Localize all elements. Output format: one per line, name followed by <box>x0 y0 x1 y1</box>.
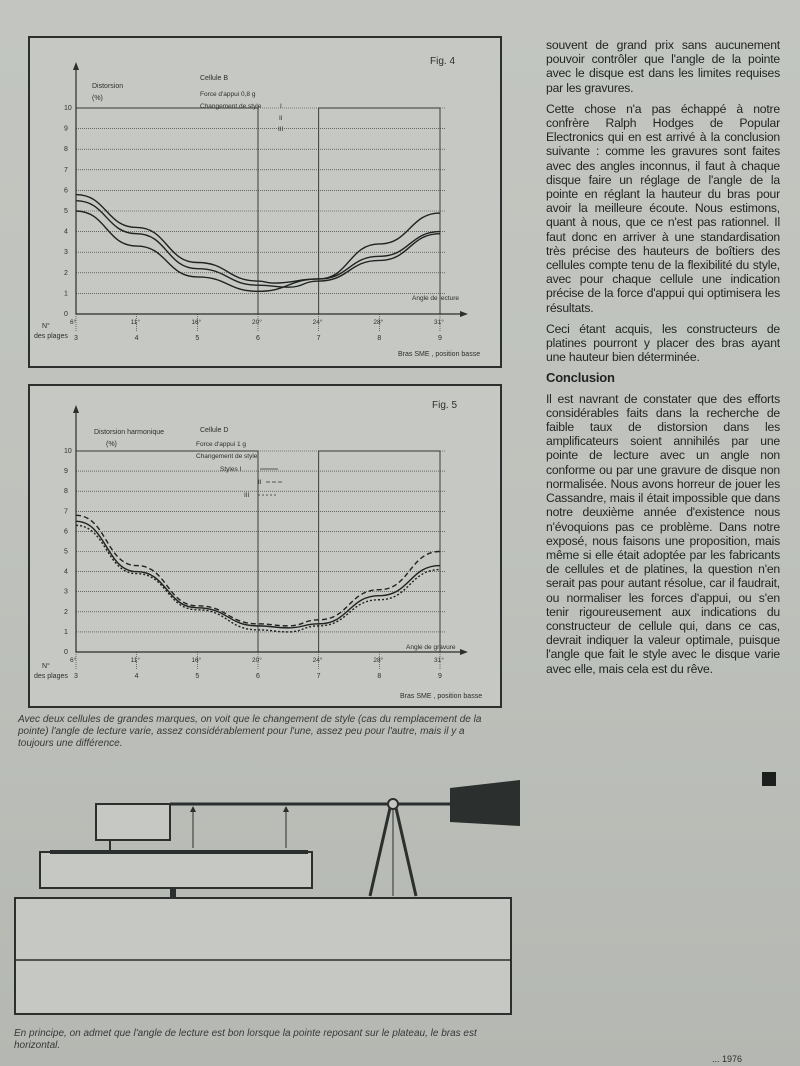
paragraph-3: Ceci étant acquis, les constructeurs de platines pourront y placer des bras ayant une hauteur bien déterminée. <box>546 321 780 365</box>
figure-4-plage-label: 5 <box>195 335 200 342</box>
figure-5-changement: Changement de style <box>196 453 258 460</box>
figure-4-xaxis-label: Angle de lecture <box>412 295 459 302</box>
figure-5-xaxis-label: Angle de gravure <box>406 644 456 651</box>
paragraph-2: Cette chose n'a pas échappé à notre confrère Ralph Hodges de Popular Electronics qui en est arrivé à la conclusion suivante : comme les gravures sont faites avec des angles inconnus, il faut à chaque disque faire un réglage de l'angle de la pointe en réglant la hauteur du bras pour avoir la meilleure écoute. Nous estimons, quant à nous, que ce n'est pas rationnel. Il faut donc en arriver à une standardisation très précise des hauteurs de boîtiers des cellules compte tenu de la flexibilité du style, avec pour chaque cellule une indication précise de la force d'appui qui optimisera les résultats. <box>546 101 780 315</box>
cartridge <box>96 804 170 840</box>
figure-4-y-tick-label: 4 <box>64 228 68 236</box>
figure-5-style-3: III <box>244 492 250 499</box>
end-of-article-square <box>762 772 776 786</box>
figure-5-style-2: II <box>258 479 262 486</box>
height-arrow-2 <box>283 806 289 812</box>
figure-4-y-tick-label: 8 <box>64 146 68 154</box>
turntable-diagram <box>10 770 530 1030</box>
figure-5-plage-label: 9 <box>438 673 442 680</box>
figure-4-yunit: (%) <box>92 95 103 102</box>
article-text-column <box>546 38 780 683</box>
figure-4-style-2: II <box>279 115 283 122</box>
figure-5-x-arrow <box>460 649 468 655</box>
figure-4-y-tick-label: 10 <box>64 105 72 112</box>
figure-5-x-tick-label: 6° <box>70 657 77 664</box>
figure-5 <box>28 384 502 708</box>
figure-5-x-tick-label: 31° <box>434 657 444 664</box>
figure-4-y-tick-label: 9 <box>64 125 68 133</box>
counterweight <box>450 780 520 826</box>
pivot <box>388 799 398 809</box>
figure-4-plage-label: 6 <box>256 335 260 342</box>
figure-5-y-arrow <box>73 405 79 413</box>
conclusion-heading: Conclusion <box>546 370 615 386</box>
tripod-leg-right <box>396 808 416 896</box>
figure-4-plage-label: 3 <box>74 335 78 342</box>
figure-4-x-tick-label: 28° <box>373 319 384 326</box>
figure-5-plage-label: 5 <box>195 673 200 680</box>
figure-4-x-arrow <box>460 311 468 317</box>
figure-5-y-tick-label: 1 <box>64 628 68 636</box>
spindle <box>170 888 176 898</box>
figure-4-y-tick-label: 1 <box>64 290 68 298</box>
figure-5-y-tick-label: 0 <box>64 649 68 656</box>
figure-5-plage-label: 7 <box>316 673 321 680</box>
figure-5-x-tick-label: 28° <box>373 657 384 664</box>
figure-4-plages-label-2: des plages <box>34 333 68 340</box>
figure-4-x-tick-label: 20° <box>252 319 262 326</box>
bottom-caption: En principe, on admet que l'angle de lecture est bon lorsque la pointe reposant sur le plateau, le bras est horizontal. <box>14 1028 477 1051</box>
tripod-leg-left <box>370 808 390 896</box>
figure-4-y-tick-label: 6 <box>64 187 68 195</box>
figure-4-chart <box>30 38 500 366</box>
figure-5-y-tick-label: 4 <box>64 568 68 576</box>
figure-4-footer: Bras SME , position basse <box>398 351 481 358</box>
figure-5-y-tick-label: 9 <box>64 468 68 476</box>
figure-5-caption: Avec deux cellules de grandes marques, on voit que le changement de style (cas du remplacement de la pointe) l'angle de lecture varie, assez considérablement pour l'une, assez peu pour l'autre, mais il y a toujours une différence. <box>18 714 482 749</box>
figure-4-x-tick-label: 16° <box>191 319 202 326</box>
platter <box>40 852 312 888</box>
figure-4-cellule: Cellule B <box>200 75 229 82</box>
figure-4-x-tick-label: 24° <box>312 319 323 326</box>
figure-4-style-1: I <box>280 103 282 110</box>
figure-4-plage-label: 9 <box>438 335 442 342</box>
figure-5-y-tick-label: 8 <box>64 488 68 496</box>
figure-5-ylabel: Distorsion harmonique <box>94 429 165 436</box>
figure-5-y-tick-label: 5 <box>64 548 68 556</box>
figure-5-plage-label: 8 <box>377 673 382 680</box>
figure-4-x-tick-label: 11° <box>130 319 141 326</box>
figure-5-chart <box>30 386 500 706</box>
paragraph-1: souvent de grand prix sans aucunement pouvoir contrôler que l'angle de la pointe avec le disque est dans les limites requises par les gravures. <box>546 38 780 95</box>
figure-5-y-tick-label: 10 <box>64 448 72 455</box>
figure-5-x-tick-label: 24° <box>312 657 323 664</box>
figure-5-x-tick-label: 16° <box>191 657 202 664</box>
paragraph-4: Il est navrant de constater que des efforts considérables faits dans la recherche de faible taux de distorsion dans les amplificateurs soient annihilés par une pointe de lecture avec un angle non conforme ou par une gravure de disque non normalisée. Nous avons horreur de jouer les Cassandre, mais il était impossible que dans notre deuxième année d'existence nous n'évoquions pas ce problème. Dans notre exposé, nous faisons une proposition, mais même si elle était adoptée par les fabricants de cellules et de platines, la question n'en serait pas pour autant résolue, car il faudrait, ou normaliser les forces d'appui, ou s'en tenir rigoureusement aux indications du constructeur de cellule qui, dans ce cas, devrait indiquer la valeur optimale, puisque l'angle que fait le style avec le disque varie avec elle, mais cela est du rêve. <box>546 391 780 676</box>
figure-4-x-tick-label: 6° <box>70 319 77 326</box>
figure-4-changement: Changement de style <box>200 103 262 110</box>
figure-4-y-tick-label: 3 <box>64 249 68 257</box>
figure-4-y-tick-label: 7 <box>64 166 68 174</box>
figure-5-footer: Bras SME , position basse <box>400 693 483 700</box>
figure-4 <box>28 36 502 368</box>
figure-4-plage-label: 4 <box>134 335 139 342</box>
figure-5-y-tick-label: 2 <box>64 608 68 616</box>
figure-5-cellule: Cellule D <box>200 427 229 434</box>
figure-5-styles-label: Styles I <box>220 466 242 473</box>
figure-4-ylabel: Distorsion <box>92 83 124 90</box>
figure-5-label: Fig. 5 <box>432 400 458 411</box>
figure-5-y-tick-label: 7 <box>64 508 68 516</box>
plinth-base <box>15 898 511 1014</box>
figure-5-y-tick-label: 3 <box>64 588 68 596</box>
figure-5-plage-label: 3 <box>74 673 78 680</box>
figure-5-x-tick-label: 20° <box>252 657 262 664</box>
figure-4-plages-label-1: N° <box>42 323 50 330</box>
figure-4-label: Fig. 4 <box>430 56 456 67</box>
figure-5-plage-label: 4 <box>134 673 139 680</box>
figure-4-plage-label: 7 <box>316 335 321 342</box>
figure-5-plages-label-1: N° <box>42 663 50 670</box>
figure-4-y-tick-label: 2 <box>64 269 68 277</box>
record-disc <box>50 850 308 854</box>
figure-4-y-tick-label: 0 <box>64 311 68 318</box>
figure-5-force: Force d'appui 1 g <box>196 441 247 448</box>
figure-4-y-arrow <box>73 62 79 70</box>
figure-5-yunit: (%) <box>106 441 117 448</box>
figure-4-force: Force d'appui 0,8 g <box>200 91 256 98</box>
figure-4-x-tick-label: 31° <box>434 319 444 326</box>
height-arrow-1 <box>190 806 196 812</box>
figure-4-y-tick-label: 5 <box>64 208 68 215</box>
figure-5-plages-label-2: des plages <box>34 673 68 680</box>
figure-5-plage-label: 6 <box>256 673 260 680</box>
figure-4-plage-label: 8 <box>377 335 382 342</box>
page-footer-date: ... 1976 <box>712 1054 743 1064</box>
figure-5-x-tick-label: 11° <box>130 657 141 664</box>
figure-5-y-tick-label: 6 <box>64 528 68 536</box>
figure-4-style-3: III <box>278 126 284 133</box>
